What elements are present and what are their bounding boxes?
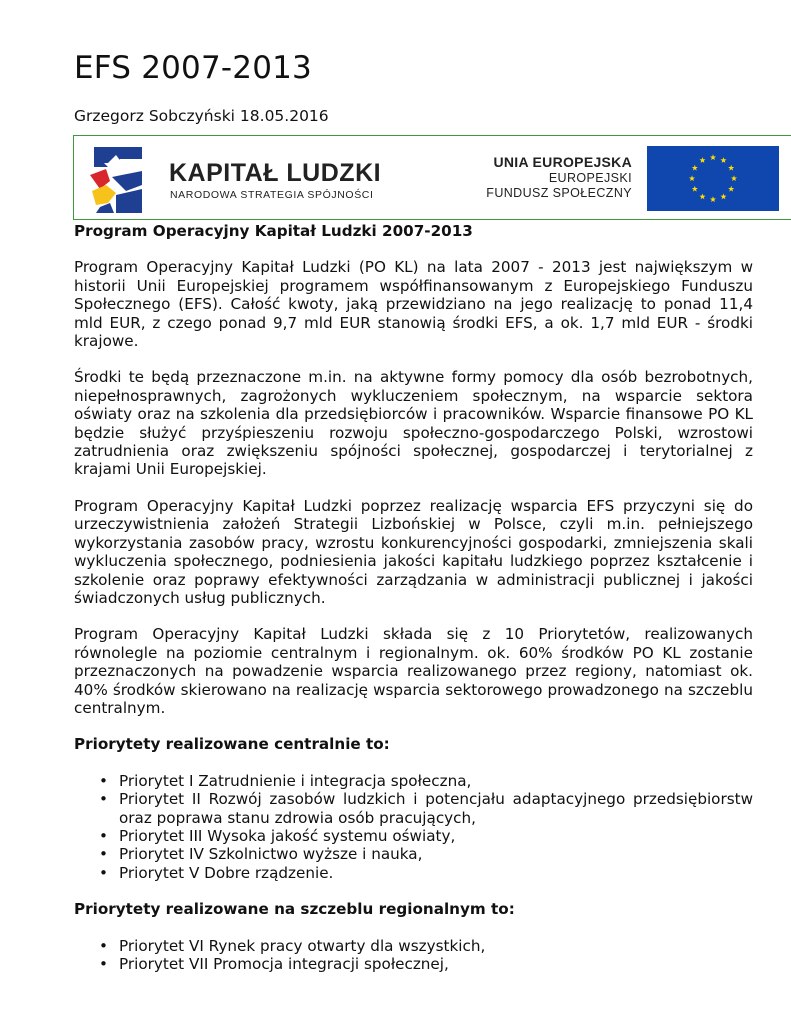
central-priorities-list bbox=[74, 772, 753, 882]
eu-fund-text bbox=[486, 154, 632, 201]
paragraph: Program Operacyjny Kapitał Ludzki poprzez realizację wsparcia EFS przyczyni się do urzeczywistnienia założeń Strategii Lizbońskiej w Polsce, czyli m.in. pełniejszego wykorzystania zasobów pracy, wzrostu konkurencyjności gospodarki, zmniejszenia skali wykluczenia społecznego, podniesienia jakości kapitału ludzkiego poprzez kształcenie i szkolenie oraz poprawy efektywności zarządzania w administracji publicznej i jakości świadczonych usług publicznych. bbox=[74, 496, 753, 607]
list-item: • Priorytet I Zatrudnienie i integracja społeczna, bbox=[74, 772, 753, 790]
list-item: • Priorytet II Rozwój zasobów ludzkich i potencjału adaptacyjnego przedsiębiorstw oraz poprawa stanu zdrowia osób pracujących, bbox=[74, 790, 753, 827]
paragraph: Program Operacyjny Kapitał Ludzki składa się z 10 Priorytetów, realizowanych równolegle na poziomie centralnym i regionalnym. ok. 60% środków PO KL zostanie przeznaczonych na powadzenie wsparcia realizowanego przez regiony, natomiast ok. 40% środków skierowano na realizację wsparcia sektorowego prowadzonego na szczeblu centralnym. bbox=[74, 625, 753, 717]
eu-fund-line1: EUROPEJSKI bbox=[548, 171, 632, 185]
kapital-ludzki-wordmark: KAPITAŁ LUDZKI bbox=[169, 159, 382, 187]
eu-fund-line2: FUNDUSZ SPOŁECZNY bbox=[486, 186, 632, 200]
funding-logos-banner bbox=[73, 135, 791, 220]
paragraph: Środki te będą przeznaczone m.in. na aktywne formy pomocy dla osób bezrobotnych, niepełnosprawnych, zagrożonych wykluczeniem społecznym, na wsparcie sektora oświaty oraz na szkolenia dla przedsiębiorców i pracowników. Wsparcie finansowe PO KL będzie służyć przyśpieszeniu rozwoju społeczno-gospodarczego Polski, wzrostowi zatrudnienia oraz zwiększeniu spójności społecznej, gospodarczej i terytorialnej z krajami Unii Europejskiej. bbox=[74, 368, 753, 479]
eu-flag-icon bbox=[647, 146, 779, 211]
author-date-line: Grzegorz Sobczyński 18.05.2016 bbox=[74, 107, 329, 125]
central-priorities-heading: Priorytety realizowane centralnie to: bbox=[74, 735, 390, 754]
list-item: • Priorytet III Wysoka jakość systemu oświaty, bbox=[74, 827, 753, 845]
eu-union-label: UNIA EUROPEJSKA bbox=[493, 154, 632, 170]
regional-priorities-list bbox=[74, 937, 753, 974]
list-item: • Priorytet V Dobre rządzenie. bbox=[74, 864, 753, 882]
kapital-ludzki-logo-icon bbox=[86, 141, 146, 216]
kapital-ludzki-subtitle: NARODOWA STRATEGIA SPÓJNOŚCI bbox=[170, 189, 374, 201]
list-item: • Priorytet VII Promocja integracji społecznej, bbox=[74, 955, 753, 973]
document-title: EFS 2007-2013 bbox=[74, 50, 312, 86]
section-heading: Program Operacyjny Kapitał Ludzki 2007-2013 bbox=[74, 222, 473, 240]
document-body bbox=[74, 222, 753, 991]
list-item: • Priorytet IV Szkolnictwo wyższe i nauka, bbox=[74, 845, 753, 863]
list-item: • Priorytet VI Rynek pracy otwarty dla wszystkich, bbox=[74, 937, 753, 955]
paragraph: Program Operacyjny Kapitał Ludzki (PO KL) na lata 2007 - 2013 jest największym w historii Unii Europejskiej programem współfinansowanym z Europejskiego Funduszu Społecznego (EFS). Całość kwoty, jaką przewidziano na jego realizację to ponad 11,4 mld EUR, z czego ponad 9,7 mld EUR stanowią środki EFS, a ok. 1,7 mld EUR - środki krajowe. bbox=[74, 258, 753, 351]
regional-priorities-heading: Priorytety realizowane na szczeblu regionalnym to: bbox=[74, 900, 515, 919]
